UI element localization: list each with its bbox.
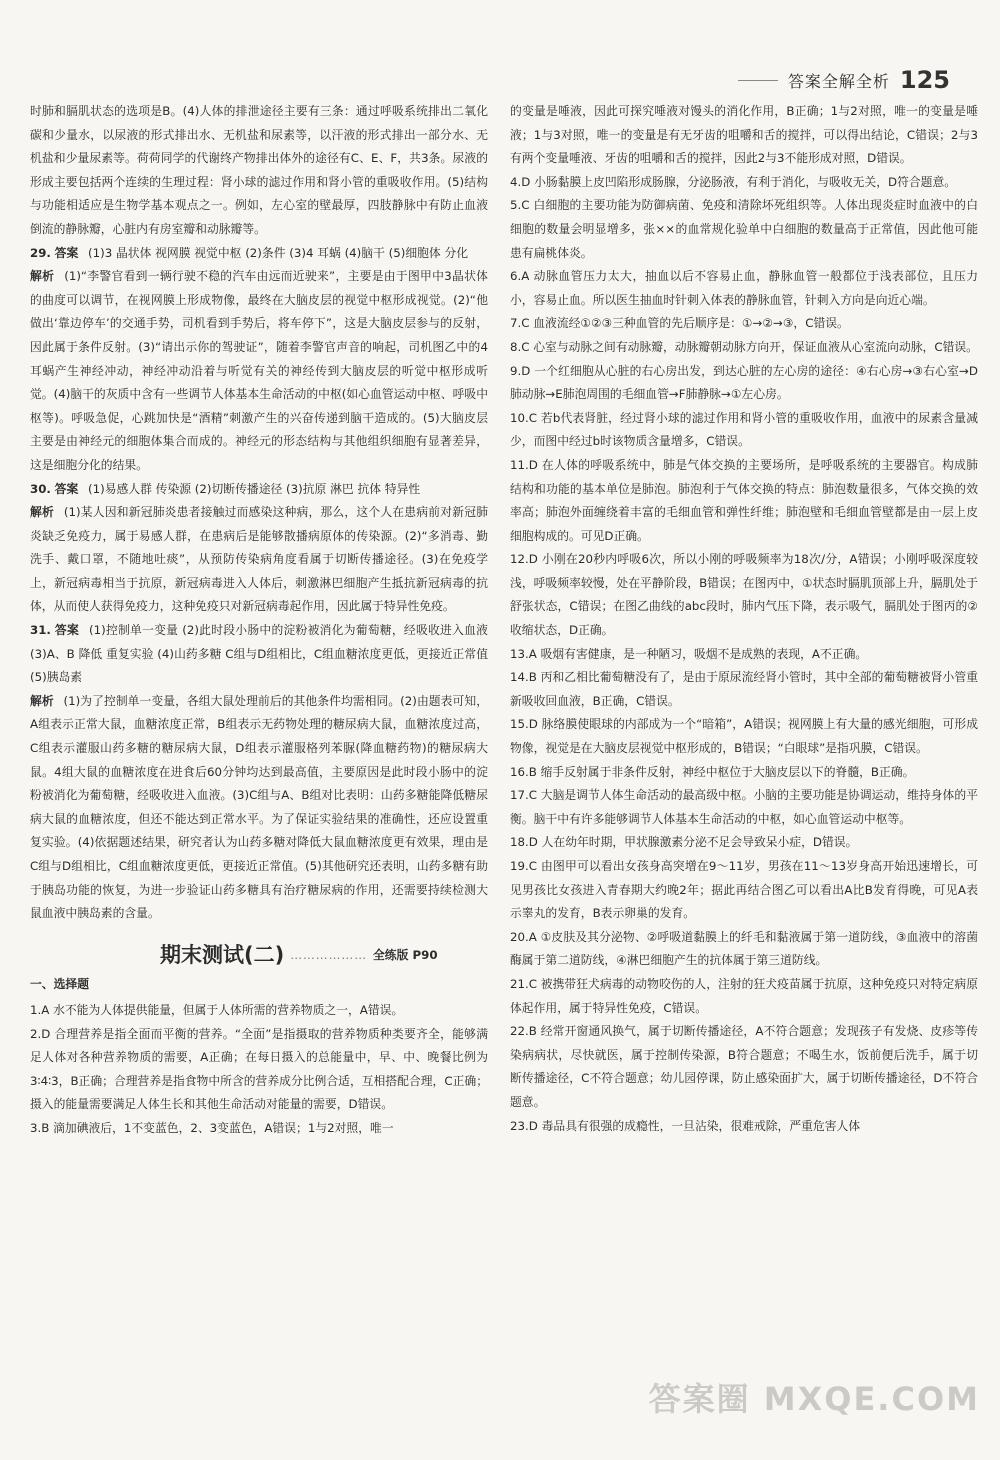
answer-text: (1)易感人群 传染源 (2)切断传播途径 (3)抗原 淋巴 抗体 特异性: [88, 481, 421, 496]
explanation-tag: 解析: [30, 269, 55, 284]
answer-item: 18.D 人在幼年时期，甲状腺激素分泌不足会导致呆小症，D错误。: [510, 835, 858, 850]
question-30-answer: [30, 478, 488, 502]
explanation-text: (1)为了控制单一变量，各组大鼠处理前后的其他条件均需相同。(2)由题表可知，A组表示正常大鼠，血糖浓度正常，B组表示无药物处理的糖尿病大鼠，血糖浓度过高，C组表示灌服山药多糖的糖尿病大鼠，D组表示灌服格列苯脲(降血糖药物)的糖尿病大鼠。4组大鼠的血糖浓度在进食后60分钟均达到最高值，主要原因是此时段小肠中的淀粉被消化为葡萄糖，经吸收进入血液。(3)C组与A、B组对比表明：山药多糖能降低糖尿病大鼠的血糖浓度，但还不能达到正常水平。为了保证实验结果的准确性，还应设置重复实验。(4)依据题述结果，研究者认为山药多糖对降低大鼠血糖浓度更有效果，理由是C组与D组相比，C组血糖浓度更低，更接近正常值。(5)其他研究还表明，山药多糖有助于胰岛功能的恢复，为进一步验证山药多糖具有治疗糖尿病的作用，还需要持续检测大鼠血液中胰岛素的含量。: [30, 693, 488, 921]
explanation-tag: 解析: [30, 505, 54, 520]
answer-tag: 答案: [54, 245, 79, 260]
question-30-explanation: [30, 501, 488, 619]
answer-item: 19.C 由图甲可以看出女孩身高突增在9～11岁，男孩在11～13岁身高开始迅速增长，可见男孩比女孩进入青春期大约晚2年；据此再结合图乙可以看出A比B发育得晚，可见A表示睾丸的发育，B表示卵巢的发育。: [510, 859, 978, 921]
answer-item: 10.C 若b代表肾脏，经过肾小球的滤过作用和肾小管的重吸收作用，血液中的尿素含量减少，而图中经过b时该物质含量增多，C错误。: [510, 410, 978, 449]
section-title: 期末测试(二): [160, 942, 285, 967]
answer-item: 1.A 水不能为人体提供能量，但属于人体所需的营养物质之一，A错误。: [30, 1002, 404, 1017]
answer-item: 17.C 大脑是调节人体生命活动的最高级中枢。小脑的主要功能是协调运动，维持身体的平衡。脑干中有许多能够调节人体基本生命活动的中枢，如心血管运动中枢等。: [510, 788, 978, 826]
answer-item: 12.D 小刚在20秒内呼吸6次，所以小刚的呼吸频率为18次/分，A错误；小刚呼吸深度较浅，呼吸频率较慢，处在平静阶段，B错误；在图丙中，①状态时膈肌顶部上升，膈肌处于舒张状态，C错误；在图乙曲线的abc段时，肺内气压下降，表示吸气，膈肌处于图丙的②收缩状态，D正确。: [510, 552, 978, 638]
answer-text: (1)3 晶状体 视网膜 视觉中枢 (2)条件 (3)4 耳蜗 (4)脑干 (5)细胞体 分化: [88, 245, 469, 260]
answer-item: 3.B 滴加碘液后，1不变蓝色，2、3变蓝色，A错误；1与2对照，唯一: [30, 1120, 394, 1135]
section-dots: ………………: [290, 947, 367, 962]
multiple-choice-heading: 一、选择题: [30, 977, 89, 992]
question-number: 29.: [30, 245, 51, 260]
answer-item: 20.A ①皮肤及其分泌物、②呼吸道黏膜上的纤毛和黏液属于第一道防线，③血液中的溶菌酶属于第二道防线，④淋巴细胞产生的抗体属于第三道防线。: [510, 929, 978, 968]
explanation-text: (1)某人因和新冠肺炎患者接触过而感染这种病，那么，这个人在患病前对新冠肺炎缺乏免疫力，属于易感人群，在患病后是能够散播病原体的传染源。(2)“多消毒、勤洗手、戴口罩，不随地吐痰”，从预防传染病角度看属于切断传播途径。(3)在免疫学上，新冠病毒相当于抗原，新冠病毒进入人体后，刺激淋巴细胞产生抵抗新冠病毒的抗体，从而使人获得免疫力，这种免疫只对新冠病毒起作用，因此属于特异性免疫。: [30, 505, 488, 614]
question-31-explanation: [30, 690, 488, 926]
answer-tag: 答案: [54, 481, 79, 496]
answer-item: 4.D 小肠黏膜上皮凹陷形成肠腺，分泌肠液，有利于消化，与吸收无关，D符合题意。: [510, 174, 957, 189]
question-31-answer: [30, 619, 488, 690]
answer-item: 5.C 白细胞的主要功能为防御病菌、免疫和清除坏死组织等。人体出现炎症时血液中的白细胞的数量会明显增多，张××的血常规化验单中白细胞的数量高于正常值，因此他可能患有扁桃体炎。: [510, 198, 978, 260]
answer-item: 6.A 动脉血管压力太大，抽血以后不容易止血，静脉血管一般都位于浅表部位，且压力小，容易止血。所以医生抽血时针刺入体表的静脉血管，针刺入方向是向近心端。: [510, 269, 978, 307]
answer-item: 23.D 毒品具有很强的成瘾性，一旦沾染，很难戒除，严重危害人体: [510, 1118, 861, 1133]
answer-item: 21.C 被携带狂犬病毒的动物咬伤的人，注射的狂犬疫苗属于抗原，这种免疫只对特定病原体起作用，属于特异性免疫，C错误。: [510, 976, 978, 1015]
left-column: [30, 100, 488, 1141]
answer-item: 14.B 丙和乙相比葡萄糖没有了，是由于原尿流经肾小管时，其中全部的葡萄糖被肾小管重新吸收回血液，B正确，C错误。: [510, 670, 978, 708]
intro-paragraph: 时肺和膈肌状态的选项是B。(4)人体的排泄途径主要有三条：通过呼吸系统排出二氧化碳和少量水，以尿液的形式排出水、无机盐和尿素等，以汗液的形式排出一部分水、无机盐和少量尿素等。荷荷同学的代谢终产物排出体外的途径有C、E、F，共3条。尿液的形成主要包括两个连续的生理过程：肾小球的滤过作用和肾小管的重吸收作用。(5)结构与功能相适应是生物学基本观点之一。例如，左心室的壁最厚，四肢静脉中有防止血液倒流的静脉瓣，心脏内有房室瓣和动脉瓣等。: [30, 104, 488, 236]
question-29-explanation: [30, 265, 488, 477]
answer-item: 13.A 吸烟有害健康，是一种陋习，吸烟不是成熟的表现，A不正确。: [510, 646, 868, 661]
section-heading: [30, 944, 488, 968]
section-reference: 全练版 P90: [372, 947, 438, 962]
answer-item: 11.D 在人体的呼吸系统中，肺是气体交换的主要场所，是呼吸系统的主要器官。构成肺结构和功能的基本单位是肺泡。肺泡利于气体交换的特点：肺泡数量很多，气体交换的效率高；肺泡外面缠绕着丰富的毛细血管和弹性纤维；肺泡壁和毛细血管壁都是由一层上皮细胞构成的。可见D正确。: [510, 457, 978, 543]
answer-item: 9.D 一个红细胞从心脏的右心房出发，到达心脏的左心房的途径：④右心房→③右心室→D肺动脉→E肺泡周围的毛细血管→F肺静脉→①左心房。: [510, 363, 978, 402]
answer-item: 2.D 合理营养是指全面而平衡的营养。“全面”是指摄取的营养物质种类要齐全，能够满足人体对各种营养物质的需要，A正确；在每日摄入的总能量中，早、中、晚餐比例为3∶4∶3，B正确；合理营养是指食物中所含的营养成分比例合适，互相搭配合理，C正确；摄入的能量需要满足人体生长和其他生命活动对能量的需要，D错误。: [30, 1026, 488, 1112]
explanation-text: (1)“李警官看到一辆行驶不稳的汽车由远而近驶来”，主要是由于图甲中3晶状体的曲度可以调节，在视网膜上形成物像，最终在大脑皮层的视觉中枢形成视觉。(2)“他做出‘靠边停车’的交通手势，司机看到手势后，将车停下”，这是大脑皮层参与的反射，因此属于条件反射。(3)“请出示你的驾驶证”，随着李警官声音的响起，司机图乙中的4耳蜗产生神经冲动，神经冲动沿着与听觉有关的神经传到大脑皮层的听觉中枢形成听觉。(4)脑干的灰质中含有一些调节人体基本生命活动的中枢(如心血管运动中枢、呼吸中枢等)。呼吸急促，心跳加快是“酒精”刺激产生的兴奋传递到脑干造成的。(5)大脑皮层主要是由神经元的细胞体集合而成的。神经元的形态结构与其他组织细胞有显著差异，这是细胞分化的结果。: [30, 269, 488, 472]
explanation-tag: 解析: [30, 693, 54, 708]
answer-text: (1)控制单一变量 (2)此时段小肠中的淀粉被消化为葡萄糖，经吸收进入血液 (3)A、B 降低 重复实验 (4)山药多糖 C组与D组相比，C组血糖浓度更低，更接近正常值 (5)胰岛素: [30, 623, 488, 685]
answer-item: 15.D 脉络膜使眼球的内部成为一个“暗箱”，A错误；视网膜上有大量的感光细胞，可形成物像，视觉是在大脑皮层视觉中枢形成的，B错误；“白眼球”是指巩膜，C错误。: [510, 717, 978, 756]
header-rule: [738, 80, 778, 81]
right-column: [510, 100, 978, 1138]
continued-paragraph: 的变量是唾液，因此可探究唾液对馒头的消化作用，B正确；1与2对照，唯一的变量是唾液；1与3对照，唯一的变量是有无牙齿的咀嚼和舌的搅拌，可以得出结论，C错误；2与3有两个变量唾液、牙齿的咀嚼和舌的搅拌，因此2与3不能形成对照，D错误。: [510, 104, 978, 166]
answer-item: 7.C 血液流经①②③三种血管的先后顺序是：①→②→③，C错误。: [510, 316, 849, 331]
question-number: 31.: [30, 623, 51, 638]
question-number: 30.: [30, 481, 51, 496]
answer-item: 16.B 缩手反射属于非条件反射，神经中枢位于大脑皮层以下的脊髓，B正确。: [510, 764, 915, 779]
page-header: [738, 60, 950, 100]
answer-item: 22.B 经常开窗通风换气，属于切断传播途径，A不符合题意；发现孩子有发烧、皮疹等传染病病状，尽快就医，属于控制传染源，B符合题意；不喝生水，饭前便后洗手，属于切断传播途径，C不符合题意；幼儿园停课，防止感染面扩大，属于切断传播途径，D不符合题意。: [510, 1024, 978, 1109]
question-29-answer: [30, 242, 488, 266]
answer-item: 8.C 心室与动脉之间有动脉瓣，动脉瓣朝动脉方向开，保证血液从心室流向动脉，C错误。: [510, 339, 978, 354]
watermark-logo: 答案圈 MXQE.COM: [648, 1380, 980, 1418]
answer-tag: 答案: [54, 623, 79, 638]
page-number: 125: [899, 66, 950, 94]
header-title: 答案全解全析: [787, 71, 890, 91]
